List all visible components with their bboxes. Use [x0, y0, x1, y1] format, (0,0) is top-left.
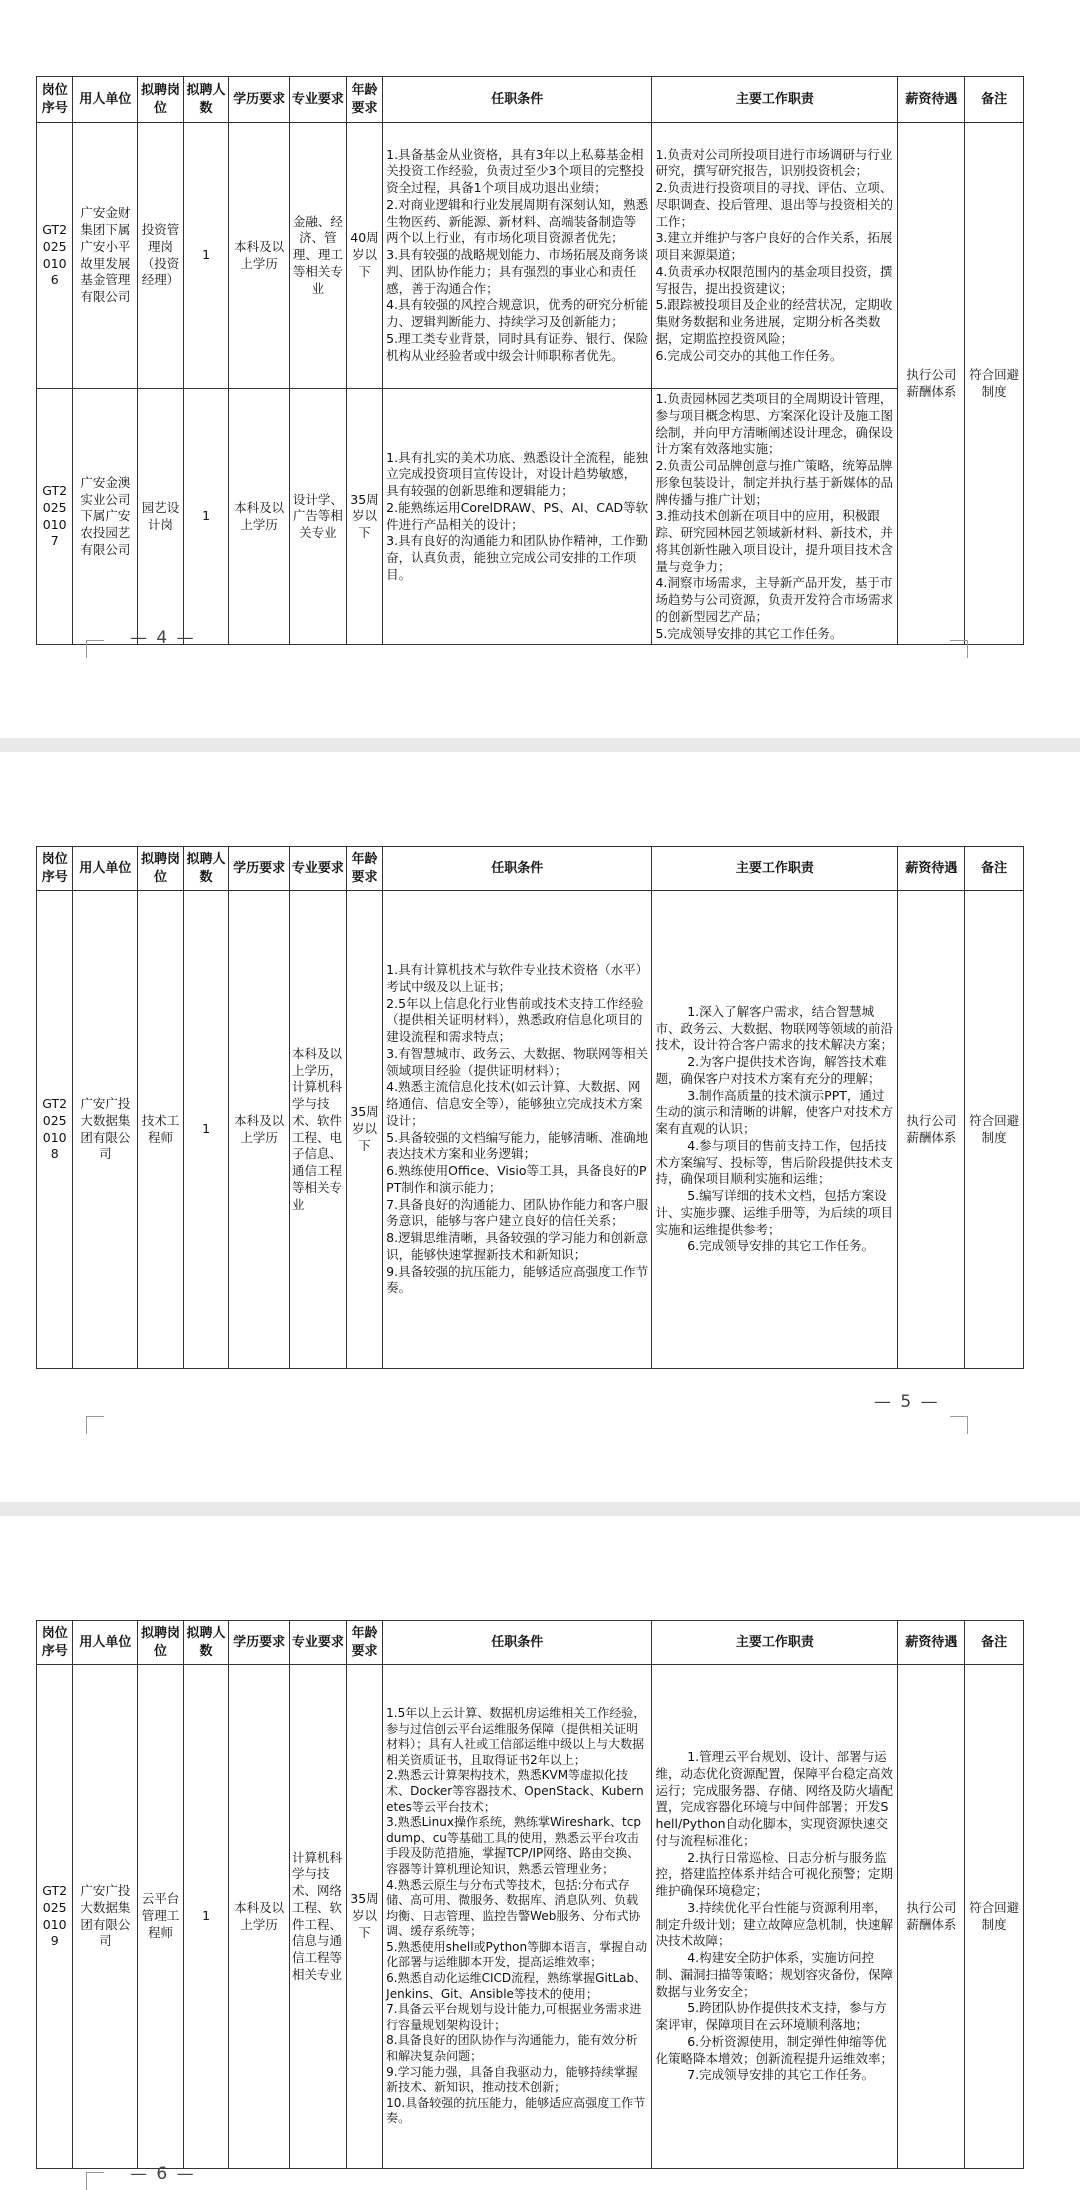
header-cell: 专业要求 — [290, 1621, 347, 1665]
header-cell: 年龄要求 — [346, 1621, 382, 1665]
education: 本科及以上学历 — [229, 1665, 290, 2169]
header-cell: 学历要求 — [229, 1621, 290, 1665]
job-table — [36, 76, 1024, 645]
header-cell: 用人单位 — [73, 77, 138, 123]
header-cell: 薪资待遇 — [898, 847, 965, 891]
job-id: GT20250109 — [37, 1665, 73, 2169]
crop-mark — [86, 640, 104, 658]
header-cell: 主要工作职责 — [652, 847, 898, 891]
job-id: GT20250107 — [37, 389, 73, 645]
page-6 — [0, 1516, 1080, 2190]
age: 35周岁以下 — [346, 389, 382, 645]
header-cell: 任职条件 — [383, 77, 652, 123]
employer: 广安广投大数据集团有限公司 — [73, 1665, 138, 2169]
salary: 执行公司薪酬体系 — [898, 1665, 965, 2169]
job-table — [36, 1620, 1024, 2169]
page-number: — 5 — — [874, 1392, 940, 1412]
crop-mark — [86, 2172, 104, 2190]
header-cell: 专业要求 — [290, 847, 347, 891]
header-cell: 拟聘岗位 — [138, 77, 184, 123]
crop-mark — [950, 1416, 968, 1434]
remark: 符合回避制度 — [965, 891, 1024, 1369]
crop-mark — [950, 640, 968, 658]
header-cell: 备注 — [965, 847, 1024, 891]
duties: 1.负责对公司所投项目进行市场调研与行业研究，撰写研究报告，识别投资机会； 2.负责进行投资项目的寻找、评估、立项、尽职调查、投后管理、退出等与投资相关的工作； 3.建立并维护与客户良好的合作关系，拓展项目来源渠道； 4.负责承办权限范围内的基金项目投资，撰写报告，提出投资建议； 5.跟踪被投项目及企业的经营状况，定期收集财务数据和业务进展，定期分析各类数据，定期监控投资风险； 6.完成公司交办的其他工作任务。 — [652, 123, 898, 389]
requirements: 1.具有计算机技术与软件专业技术资格（水平）考试中级及以上证书； 2.5年以上信息化行业售前或技术支持工作经验（提供相关证明材料），熟悉政府信息化项目的建设流程和需求特点； 3.有智慧城市、政务云、大数据、物联网等相关领域项目经验（提供证明材料）； 4.熟悉主流信息化技术(如云计算、大数据、网络通信、信息安全等），能够独立完成技术方案设计； 5.具备较强的文档编写能力，能够清晰、准确地表达技术方案和业务逻辑； 6.熟练使用Office、Visio等工具，具备良好的PPT制作和演示能力； 7.具备良好的沟通能力、团队协作能力和客户服务意识，能够与客户建立良好的信任关系； 8.逻辑思维清晰，具备较强的学习能力和创新意识，能够快速掌握新技术和新知识； 9.具备较强的抗压能力，能够适应高强度工作节奏。 — [383, 891, 652, 1369]
education: 本科及以上学历 — [229, 891, 290, 1369]
table-row — [37, 123, 1024, 389]
position: 技术工程师 — [138, 891, 184, 1369]
page-number: — 6 — — [130, 2164, 196, 2184]
remark: 符合回避制度 — [965, 123, 1024, 645]
table-header-row — [37, 847, 1024, 891]
position: 园艺设计岗 — [138, 389, 184, 645]
header-cell: 年龄要求 — [346, 77, 382, 123]
employer: 广安广投大数据集团有限公司 — [73, 891, 138, 1369]
header-cell: 薪资待遇 — [898, 77, 965, 123]
table-row — [37, 389, 1024, 645]
header-cell: 年龄要求 — [346, 847, 382, 891]
employer: 广安金澳实业公司下属广安农投园艺有限公司 — [73, 389, 138, 645]
table-header-row — [37, 77, 1024, 123]
header-cell: 用人单位 — [73, 1621, 138, 1665]
salary: 执行公司薪酬体系 — [898, 123, 965, 645]
age: 35周岁以下 — [346, 1665, 382, 2169]
header-cell: 拟聘人数 — [183, 847, 229, 891]
header-cell: 用人单位 — [73, 847, 138, 891]
header-cell: 备注 — [965, 77, 1024, 123]
header-cell: 岗位序号 — [37, 1621, 73, 1665]
crop-mark — [86, 1416, 104, 1434]
header-cell: 岗位序号 — [37, 847, 73, 891]
requirements: 1.5年以上云计算、数据机房运维相关工作经验，参与过信创云平台运维服务保障（提供相关证明材料）；具有人社或工信部运维中级以上与大数据相关资质证书，且取得证书2年以上； 2.熟悉云计算架构技术，熟悉KVM等虚拟化技术、Docker等容器技术、OpenStack、Kubernetes等云平台技术； 3.熟悉Linux操作系统，熟练掌Wireshark、tcpdump、cu等基础工具的使用，熟悉云平台攻击手段及防范措施，掌握TCP/IP网络、路由交换、容器等计算机理论知识，熟悉云管理业务； 4.熟悉云原生与分布式等技术，包括:分布式存储、高可用、微服务、数据库、消息队列、负载均衡、日志管理、监控告警Web服务、分布式协调、缓存系统等； 5.熟悉使用shell或Python等脚本语言，掌握自动化部署与运维脚本开发，提高运维效率； 6.熟悉自动化运维CICD流程，熟练掌握GitLab、Jenkins、Git、Ansible等技术的使用； 7.具备云平台规划与设计能力,可根据业务需求进行容量规划架构设计； 8.具备良好的团队协作与沟通能力，能有效分析和解决复杂问题； 9.学习能力强，具备自我驱动力，能够持续掌握新技术、新知识，推动技术创新； 10.具备较强的抗压能力，能够适应高强度工作节奏。 — [383, 1665, 652, 2169]
duties: 1.负责园林园艺类项目的全周期设计管理，参与项目概念构思、方案深化设计及施工图绘制，并向甲方清晰阐述设计理念，确保设计方案有效落地实施； 2.负责公司品牌创意与推广策略，统筹品牌形象包装设计，制定并执行基于新媒体的品牌传播与推广计划； 3.推动技术创新在项目中的应用，积极跟踪、研究园林园艺领域新材料、新技术，并将其创新性融入项目设计，提升项目技术含量与竞争力； 4.洞察市场需求，主导新产品开发，基于市场趋势与公司资源，负责开发符合市场需求的创新型园艺产品； 5.完成领导安排的其它工作任务。 — [652, 389, 898, 645]
major: 金融、经济、管理、理工等相关专业 — [290, 123, 347, 389]
table-header-row — [37, 1621, 1024, 1665]
salary: 执行公司薪酬体系 — [898, 891, 965, 1369]
age: 35周岁以下 — [346, 891, 382, 1369]
age: 40周岁以下 — [346, 123, 382, 389]
header-cell: 任职条件 — [383, 1621, 652, 1665]
headcount: 1 — [183, 123, 229, 389]
employer: 广安金财集团下属广安小平故里发展基金管理有限公司 — [73, 123, 138, 389]
requirements: 1.具有扎实的美术功底、熟悉设计全流程，能独立完成投资项目宣传设计，对设计趋势敏感，具有较强的创新思维和逻辑能力； 2.能熟练运用CorelDRAW、PS、AI、CAD等软件进行产品相关的设计； 3.具有良好的沟通能力和团队协作精神，工作勤奋，认真负责，能独立完成公司安排的工作项目。 — [383, 389, 652, 645]
education: 本科及以上学历 — [229, 389, 290, 645]
table-row — [37, 891, 1024, 1369]
job-id: GT20250106 — [37, 123, 73, 389]
position: 云平台管理工程师 — [138, 1665, 184, 2169]
job-table — [36, 846, 1024, 1369]
header-cell: 学历要求 — [229, 847, 290, 891]
requirements: 1.具备基金从业资格，具有3年以上私募基金相关投资工作经验，负责过至少3个项目的完整投资全过程，具备1个项目成功退出业绩； 2.对商业逻辑和行业发展周期有深刻认知，熟悉生物医药、新能源、新材料、高端装备制造等两个以上行业，有市场化项目资源者优先； 3.具有较强的战略规划能力、市场拓展及商务谈判、团队协作能力；具有强烈的事业心和责任感，善于沟通合作； 4.具有较强的风控合规意识，优秀的研究分析能力、逻辑判断能力、持续学习及创新能力； 5.理工类专业背景，同时具有证券、银行、保险机构从业经验者或中级会计师职称者优先。 — [383, 123, 652, 389]
duties: 1.管理云平台规划、设计、部署与运维，动态优化资源配置，保障平台稳定高效运行；完成服务器、存储、网络及防火墙配置，完成容器化环境与中间件部署；开发Shell/Python自动化脚本，实现资源快速交付与流程标准化； 2.执行日常巡检、日志分析与服务监控，搭建监控体系并结合可视化预警；定期维护确保环境稳定； 3.持续优化平台性能与资源利用率，制定升级计划；建立故障应急机制，快速解决技术故障； 4.构建安全防护体系，实施访问控制、漏洞扫描等策略；规划容灾备份，保障数据与业务安全； 5.跨团队协作提供技术支持，参与方案评审，保障项目在云环境顺利落地； 6.分析资源使用，制定弹性伸缩等优化策略降本增效；创新流程提升运维效率； 7.完成领导安排的其它工作任务。 — [652, 1665, 898, 2169]
headcount: 1 — [183, 389, 229, 645]
job-id: GT20250108 — [37, 891, 73, 1369]
duties: 1.深入了解客户需求，结合智慧城市、政务云、大数据、物联网等领域的前沿技术，设计符合客户需求的技术解决方案； 2.为客户提供技术咨询，解答技术难题，确保客户对技术方案有充分的理解； 3.制作高质量的技术演示PPT，通过生动的演示和清晰的讲解，使客户对技术方案有直观的认识； 4.参与项目的售前支持工作，包括技术方案编写、投标等，售后阶段提供技术支持，确保项目顺利实施和运维； 5.编写详细的技术文档，包括方案设计、实施步骤、运维手册等，为后续的项目实施和运维提供参考； 6.完成领导安排的其它工作任务。 — [652, 891, 898, 1369]
remark: 符合回避制度 — [965, 1665, 1024, 2169]
header-cell: 主要工作职责 — [652, 1621, 898, 1665]
table-row — [37, 1665, 1024, 2169]
position: 投资管理岗（投资经理） — [138, 123, 184, 389]
major: 本科及以上学历，计算机科学与技术、软件工程、电子信息、通信工程等相关专业 — [290, 891, 347, 1369]
headcount: 1 — [183, 1665, 229, 2169]
header-cell: 备注 — [965, 1621, 1024, 1665]
header-cell: 拟聘人数 — [183, 1621, 229, 1665]
education: 本科及以上学历 — [229, 123, 290, 389]
header-cell: 薪资待遇 — [898, 1621, 965, 1665]
header-cell: 专业要求 — [290, 77, 347, 123]
header-cell: 拟聘岗位 — [138, 847, 184, 891]
major: 设计学、广告等相关专业 — [290, 389, 347, 645]
header-cell: 学历要求 — [229, 77, 290, 123]
header-cell: 任职条件 — [383, 847, 652, 891]
headcount: 1 — [183, 891, 229, 1369]
page-4 — [0, 0, 1080, 738]
header-cell: 拟聘岗位 — [138, 1621, 184, 1665]
header-cell: 岗位序号 — [37, 77, 73, 123]
page-5 — [0, 752, 1080, 1502]
header-cell: 拟聘人数 — [183, 77, 229, 123]
page-number: — 4 — — [130, 628, 196, 648]
major: 计算机科学与技术、网络工程、软件工程、信息与通信工程等相关专业 — [290, 1665, 347, 2169]
header-cell: 主要工作职责 — [652, 77, 898, 123]
